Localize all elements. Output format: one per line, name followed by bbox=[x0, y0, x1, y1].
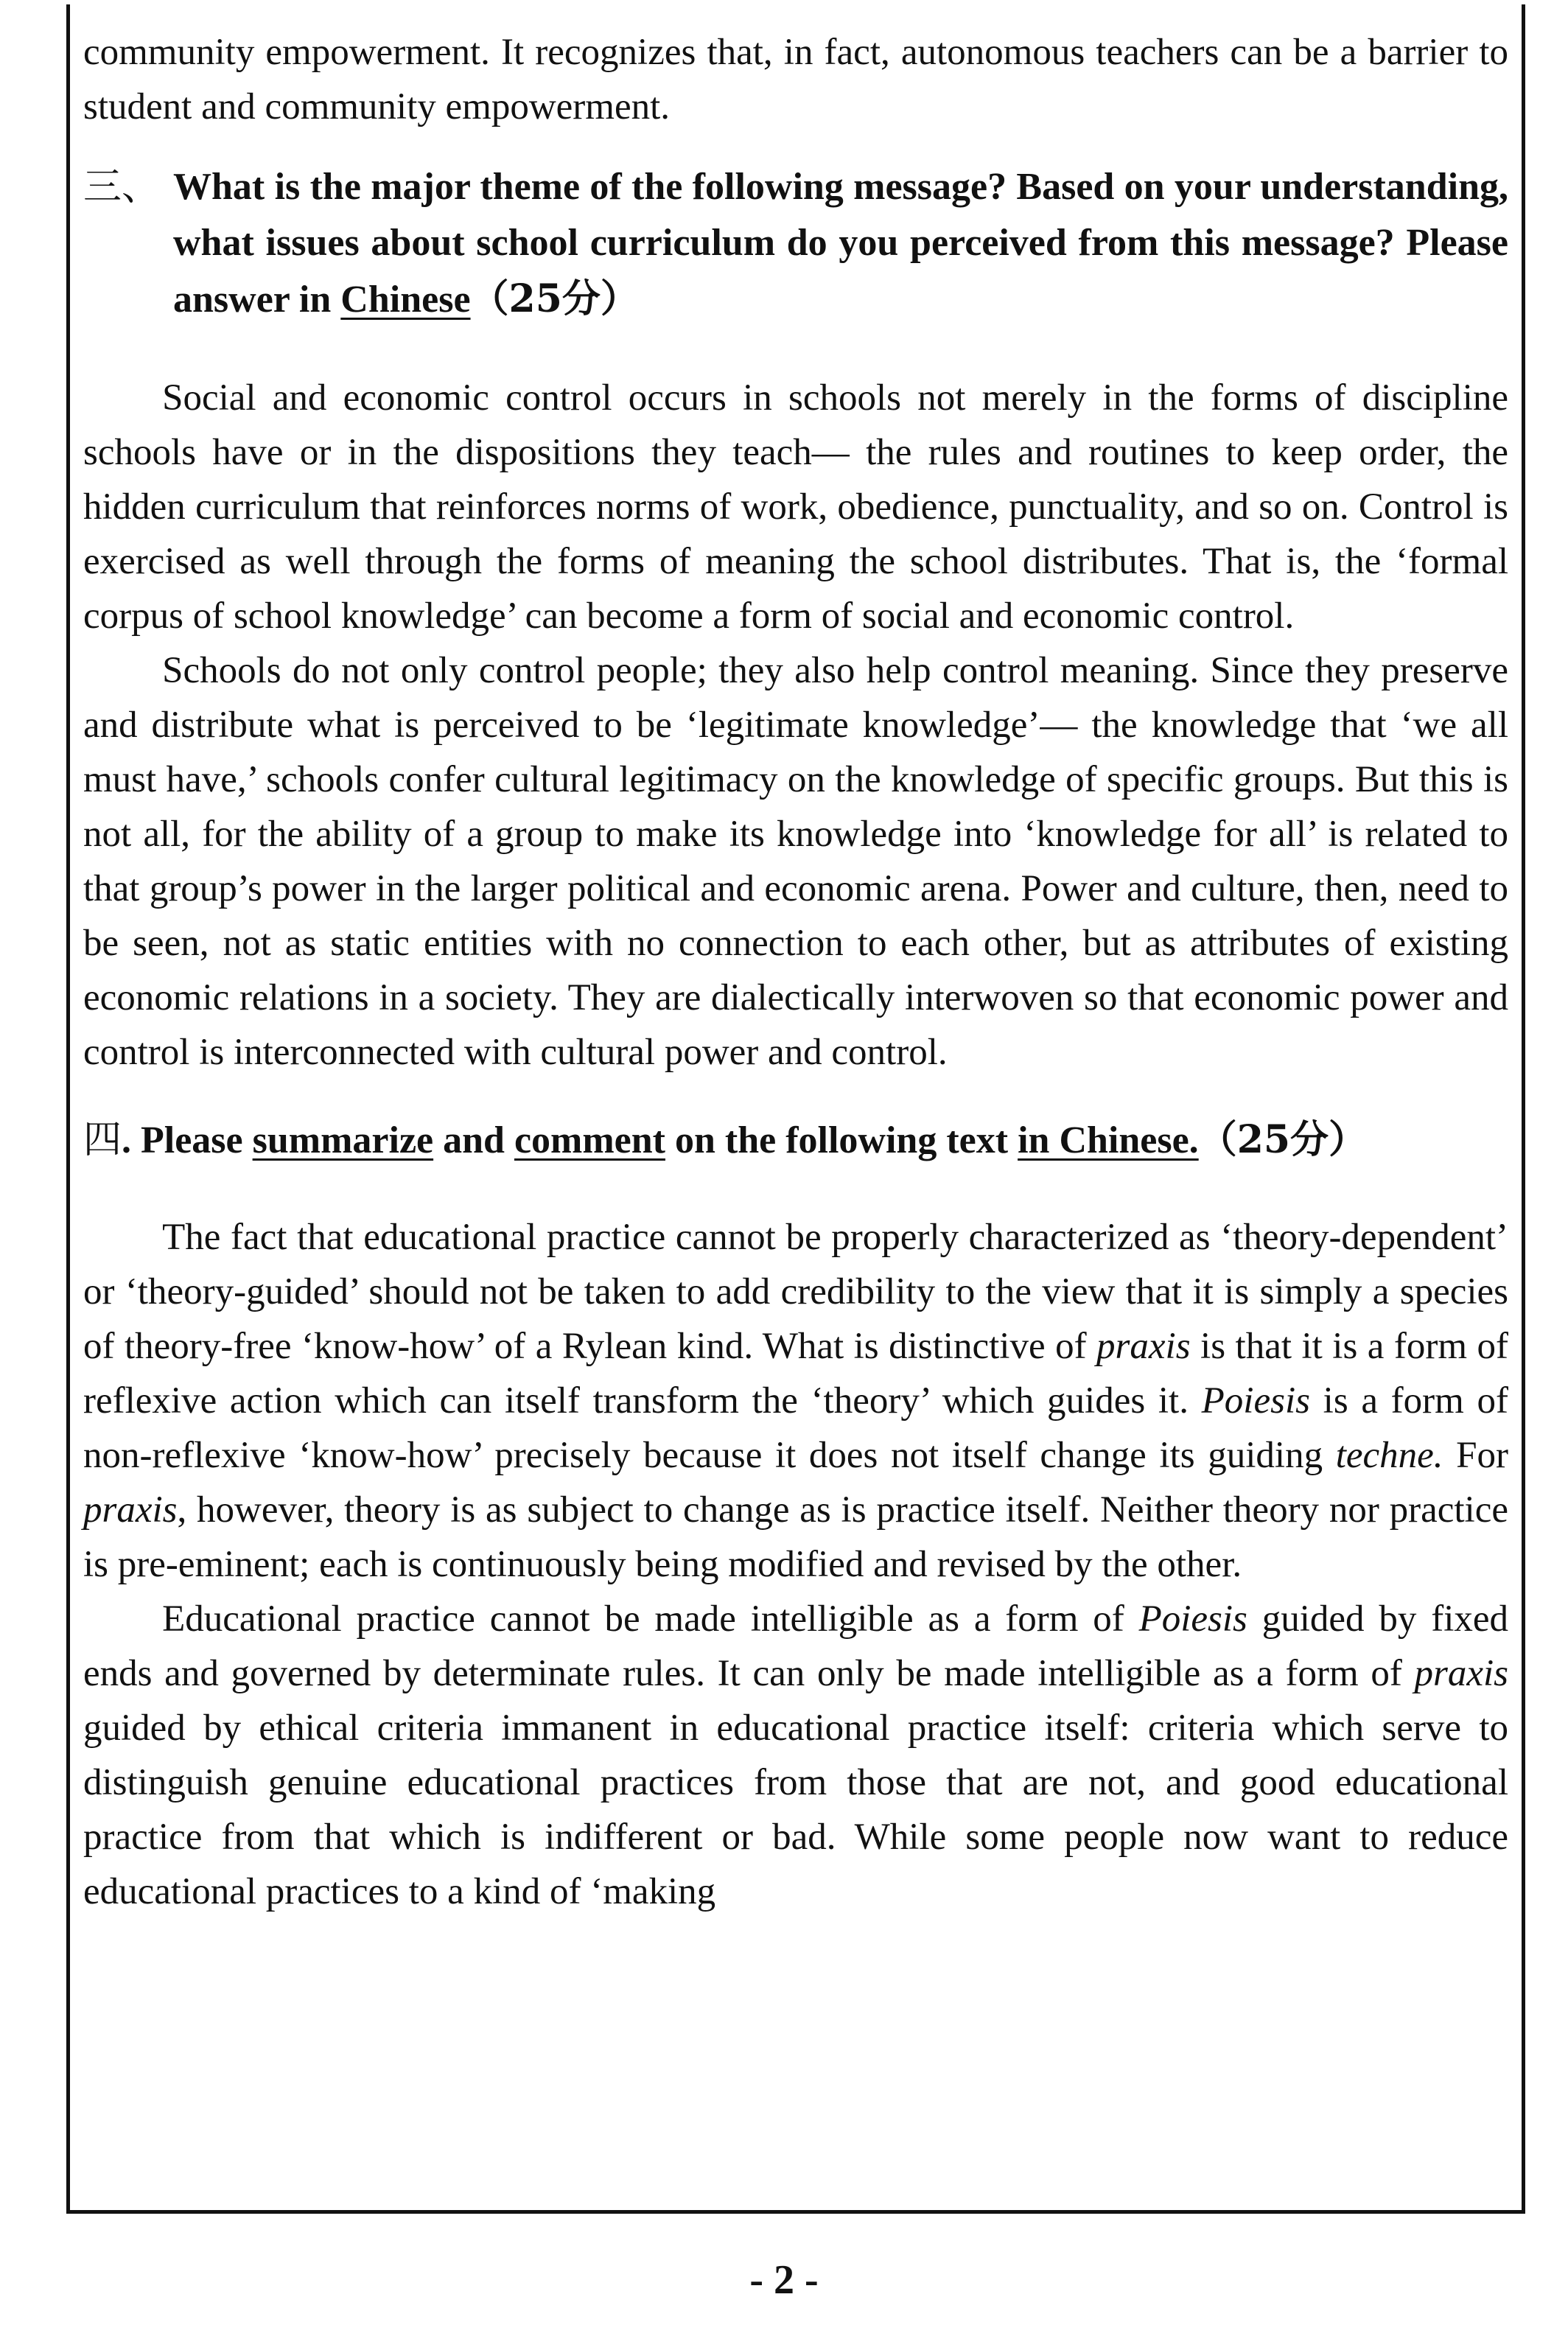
text-run: The fact that educational practice cannot be properly characterized as ‘theory-dependent’ or ‘theory-guided’ should not be taken to add credibility to the view that it is simply a species of theory-free ‘know-how’ of a Rylean kind. What is distinctive of bbox=[83, 1217, 1508, 1367]
passage-paragraph bbox=[83, 1592, 1508, 1919]
text-run: is that it is a form of reflexive action which can itself transform the ‘theory’ which guides it. bbox=[83, 1326, 1509, 1422]
question-3-prompt bbox=[173, 159, 1508, 328]
term-poiesis: Poiesis bbox=[1201, 1380, 1310, 1422]
question-4-prompt-a: . Please bbox=[122, 1119, 253, 1161]
question-4-heading bbox=[83, 1112, 1508, 1169]
question-4-marks: （25分） bbox=[1198, 1117, 1368, 1162]
text-run: For bbox=[1443, 1435, 1508, 1476]
passage-paragraph: Schools do not only control people; they also help control meaning. Since they preserve and distribute what is perceived to be ‘legitimate knowledge’— the knowledge that ‘we all must have,’ schools confer cultural legitimacy on the knowledge of specific groups. But this is not all, for the ability of a group to make its knowledge into ‘knowledge for all’ is related to that group’s power in the larger political and economic arena. Power and culture, then, need to be seen, not as static entities with no connection to each other, but as attributes of existing economic relations in a society. They are dialectically interwoven so that economic power and control is interconnected with cultural power and control. bbox=[83, 650, 1508, 1073]
question-3-marks: （25分） bbox=[470, 276, 639, 321]
question-4-prompt-b: on the following text bbox=[665, 1119, 1018, 1161]
term-techne: techne. bbox=[1335, 1435, 1443, 1476]
text-run: is a form of non-reflexive ‘know-how’ precisely because it does not itself change its guiding bbox=[83, 1380, 1508, 1476]
question-3-number: 三、 bbox=[83, 165, 161, 209]
question-3-passage bbox=[83, 371, 1508, 1080]
question-4-number: 四 bbox=[83, 1118, 122, 1162]
exam-page-frame bbox=[66, 4, 1525, 2214]
text-run: guided by ethical criteria immanent in educational practice itself: criteria which serve to distinguish genuine educational practices from those that are not, and good educational practice from that which is indifferent or bad. While some people now want to reduce educational practices to a kind of ‘making bbox=[83, 1707, 1508, 1912]
term-praxis: praxis bbox=[1096, 1326, 1191, 1367]
question-4-passage bbox=[83, 1210, 1508, 1919]
term-praxis: praxis bbox=[1414, 1653, 1508, 1694]
question-3-heading bbox=[83, 159, 1508, 328]
question-3-language: Chinese bbox=[340, 279, 471, 321]
question-3-prompt-text: What is the major theme of the following message? Based on your understanding, what issues about school curriculum do you perceived from this message? Please answer in bbox=[173, 166, 1508, 321]
continuation-paragraph: community empowerment. It recognizes that, in fact, autonomous teachers can be a barrier to student and community empowerment. bbox=[83, 32, 1508, 127]
page-number: - 2 - bbox=[749, 2257, 819, 2303]
passage-paragraph: Social and economic control occurs in schools not merely in the forms of discipline schools have or in the dispositions they teach— the rules and routines to keep order, the hidden curriculum that reinforces norms of work, obedience, punctuality, and so on. Control is exercised as well through the forms of meaning the school distributes. That is, the ‘formal corpus of school knowledge’ can become a form of social and economic control. bbox=[83, 377, 1508, 637]
term-poiesis: Poiesis bbox=[1138, 1598, 1247, 1640]
question-4-summarize: summarize bbox=[252, 1119, 434, 1161]
passage-paragraph bbox=[83, 1210, 1508, 1592]
text-run: guided by fixed ends and governed by determinate rules. It can only be made intelligible as a form of bbox=[83, 1598, 1508, 1694]
question-4-comment: comment bbox=[514, 1119, 665, 1161]
term-praxis: praxis bbox=[83, 1489, 178, 1531]
text-run: , however, theory is as subject to change as is practice itself. Neither theory nor practice is pre-eminent; each is continuously being modified and revised by the other. bbox=[83, 1489, 1508, 1585]
question-4-language: in Chinese. bbox=[1018, 1119, 1199, 1161]
text-run: Educational practice cannot be made intelligible as a form of bbox=[162, 1598, 1139, 1640]
question-4-and: and bbox=[433, 1119, 514, 1161]
